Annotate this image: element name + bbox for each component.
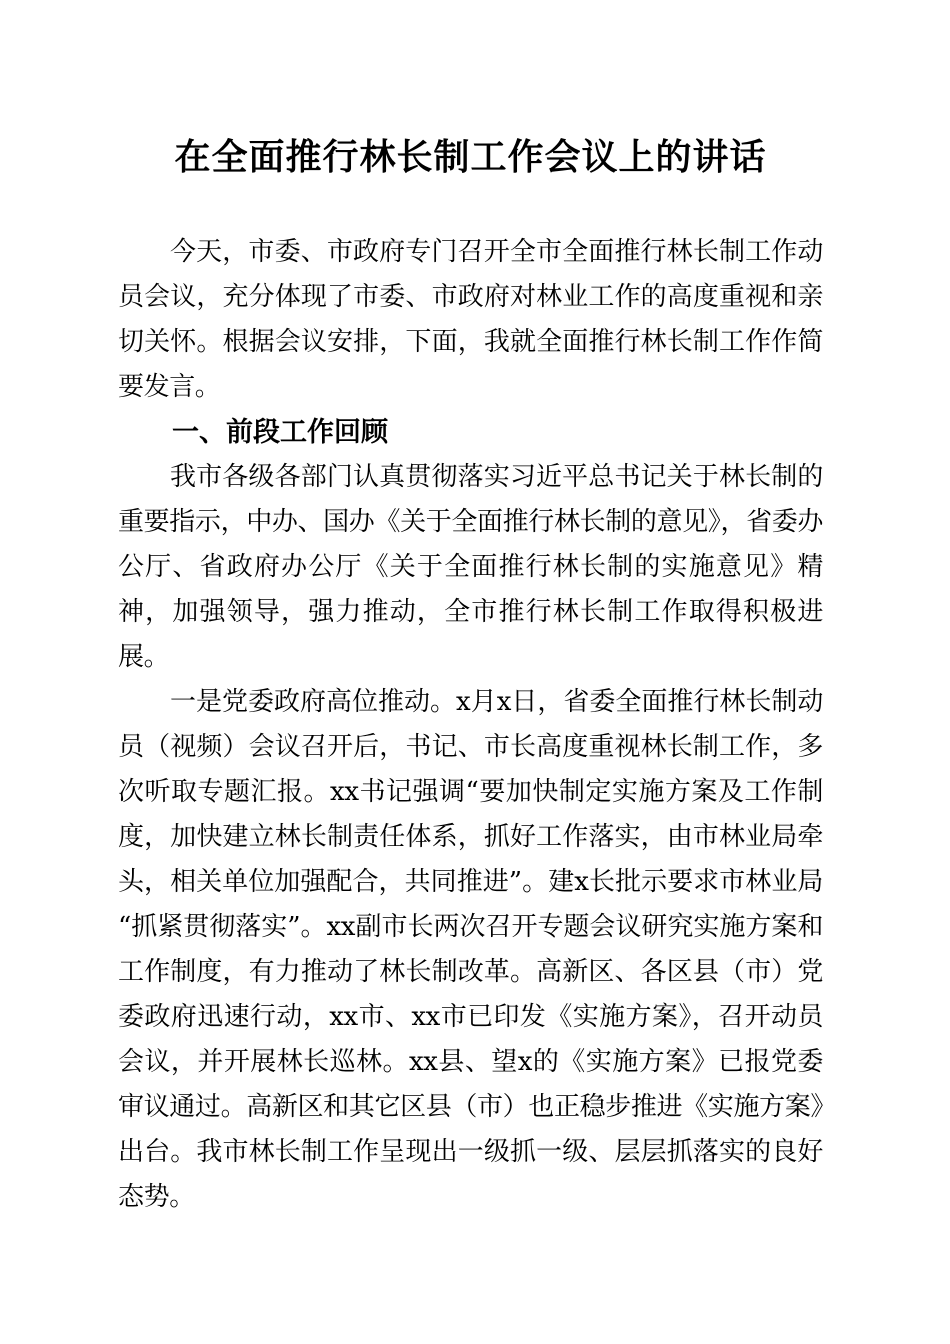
document-title: 在全面推行林长制工作会议上的讲话 xyxy=(174,136,767,178)
document-content xyxy=(118,0,823,1220)
intro-paragraph: 今天，市委、市政府专门召开全市全面推行林长制工作动员会议，充分体现了市委、市政府对林业工作的高度重视和亲切关怀。根据会议安排，下面，我就全面推行林长制工作作简要发言。 xyxy=(118,237,823,402)
work-review-summary-paragraph: 我市各级各部门认真贯彻落实习近平总书记关于林长制的重要指示，中办、国办《关于全面推行林长制的意见》，省委办公厅、省政府办公厅《关于全面推行林长制的实施意见》精神，加强领导，强力推动，全市推行林长制工作取得积极进展。 xyxy=(118,462,823,672)
party-government-promotion-paragraph: 一是党委政府高位推动。x月x日，省委全面推行林长制动员（视频）会议召开后，书记、市长高度重视林长制工作，多次听取专题汇报。xx书记强调“要加快制定实施方案及工作制度，加快建立林长制责任体系，抓好工作落实，由市林业局牵头，相关单位加强配合，共同推进”。建x长批示要求市林业局“抓紧贯彻落实”。xx副市长两次召开专题会议研究实施方案和工作制度，有力推动了林长制改革。高新区、各区县（市）党委政府迅速行动，xx市、xx市已印发《实施方案》，召开动员会议，并开展林长巡林。xx县、望x的《实施方案》已报党委审议通过。高新区和其它区县（市）也正稳步推进《实施方案》出台。我市林长制工作呈现出一级抓一级、层层抓落实的良好态势。 xyxy=(118,687,823,1212)
section-heading-work-review: 一、前段工作回顾 xyxy=(172,417,388,448)
